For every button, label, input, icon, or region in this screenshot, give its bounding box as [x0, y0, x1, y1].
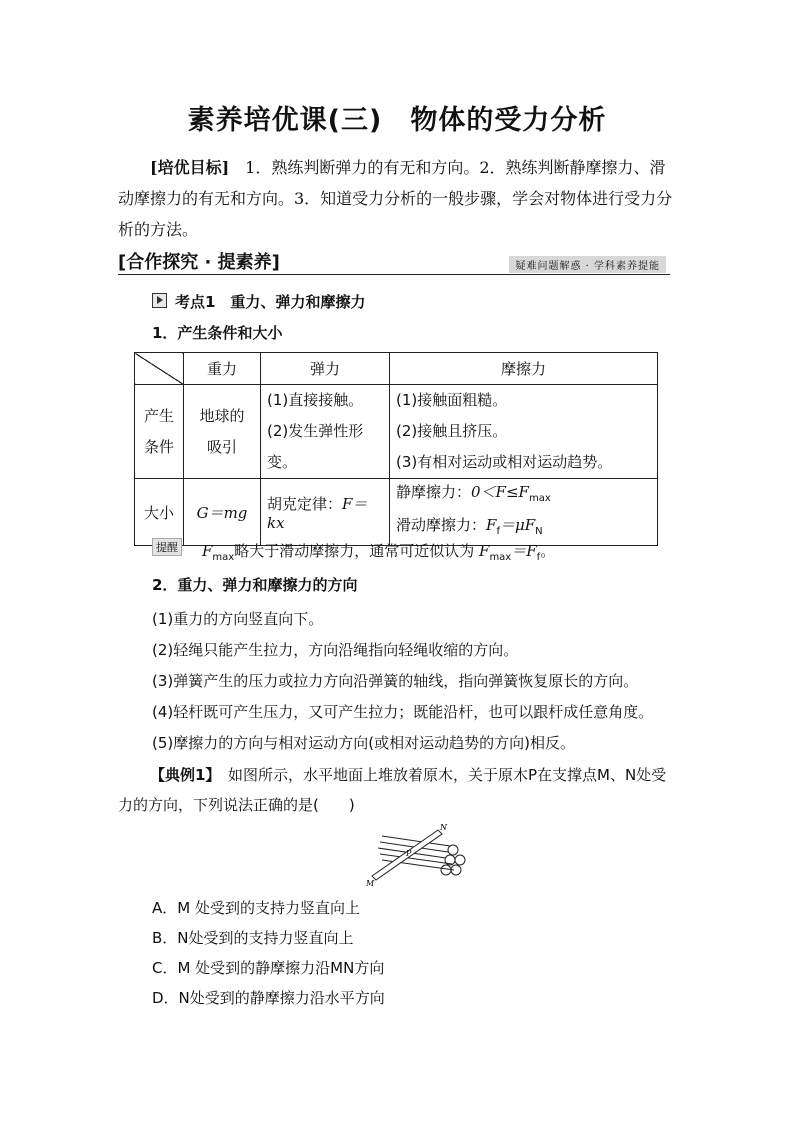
row-label-line: 产生 — [143, 406, 174, 425]
friction-size — [390, 479, 658, 546]
section-title: [合作探究 · 提素养] — [118, 252, 280, 273]
section-tag: 疑难问题解惑 · 学科素养提能 — [509, 256, 666, 273]
option-d[interactable]: D．N处受到的静摩擦力沿水平方向 — [152, 989, 385, 1007]
direction-list — [152, 604, 653, 759]
row-label-size: 大小 — [135, 479, 184, 546]
static-sub: max — [528, 493, 551, 504]
direction-item: (1)重力的方向竖直向下。 — [152, 610, 324, 628]
table-corner — [135, 353, 184, 385]
hooke-formula: F＝kx — [267, 494, 368, 532]
static-formula: 0＜F≤F — [471, 483, 529, 501]
header-gravity: 重力 — [184, 353, 261, 385]
header-elastic: 弹力 — [261, 353, 390, 385]
elastic-condition — [261, 385, 390, 479]
cell-line: (1)直接接触。 — [267, 391, 364, 409]
option-b[interactable]: B．N处受到的支持力竖直向上 — [152, 929, 354, 947]
note-sub-f: f — [536, 552, 541, 563]
row-label-line: 条件 — [143, 437, 174, 456]
log-pile-figure — [360, 820, 470, 888]
note-end: 。 — [540, 542, 556, 560]
answer-options — [152, 893, 385, 1013]
friction-condition — [390, 385, 658, 479]
cell-line: (2)接触且挤压。 — [396, 422, 508, 440]
option-a[interactable]: A．M 处受到的支持力竖直向上 — [152, 899, 360, 917]
gravity-size — [184, 479, 261, 546]
force-table — [134, 352, 658, 546]
option-c[interactable]: C．M 处受到的静摩擦力沿MN方向 — [152, 959, 385, 977]
title-left: 素养培优课(三) — [187, 105, 383, 136]
log-end — [448, 845, 458, 855]
subheading-2: 2．重力、弹力和摩擦力的方向 — [152, 576, 358, 594]
gravity-formula: G＝mg — [196, 503, 248, 522]
label-p: P — [406, 849, 412, 858]
note-f2: F — [479, 542, 490, 560]
direction-item: (2)轻绳只能产生拉力，方向沿绳指向轻绳收缩的方向。 — [152, 641, 519, 659]
label-n: N — [440, 823, 447, 832]
direction-item: (3)弹簧产生的压力或拉力方向沿弹簧的轴线，指向弹簧恢复原长的方向。 — [152, 672, 639, 690]
point-heading — [152, 291, 365, 312]
elastic-size — [261, 479, 390, 546]
objectives-label: [培优目标] — [150, 158, 230, 177]
log-end — [455, 855, 465, 865]
sliding-mid: ＝μF — [499, 516, 536, 534]
header-friction: 摩擦力 — [390, 353, 658, 385]
direction-item: (5)摩擦力的方向与相对运动方向(或相对运动趋势的方向)相反。 — [152, 734, 575, 752]
sliding-f: F — [486, 516, 497, 534]
example-label: 【典例1】 — [150, 766, 213, 784]
direction-item: (4)轻杆既可产生压力，又可产生拉力；既能沿杆，也可以跟杆成任意角度。 — [152, 703, 654, 721]
reminder-note — [152, 540, 672, 563]
objectives-text: 1．熟练判断弹力的有无和方向。2．熟练判断静摩擦力、滑动摩擦力的有无和方向。3．知道受力分析的一般步骤，学会对物体进行受力分析的方法。 — [118, 158, 673, 239]
cell-line: (2)发生弹性形变。 — [267, 422, 364, 471]
note-max2: max — [489, 552, 512, 563]
static-friction-line — [396, 479, 651, 512]
cell-line: 地球的 — [199, 406, 245, 425]
example-text: 如图所示，水平地面上堆放着原木，关于原木P在支撑点M、N处受力的方向，下列说法正确的是( ) — [118, 766, 667, 814]
example-question — [118, 760, 680, 820]
cell-line: (3)有相对运动或相对运动趋势。 — [396, 453, 613, 471]
note-text: 略大于滑动摩擦力，通常可近似认为 — [234, 542, 475, 560]
subheading-1: 1．产生条件和大小 — [152, 324, 283, 342]
page-title — [0, 98, 794, 137]
row-label-condition — [135, 385, 184, 479]
sliding-sub-n: N — [535, 526, 543, 537]
log-end — [441, 865, 451, 875]
point-heading-text: 考点1 重力、弹力和摩擦力 — [175, 293, 366, 311]
hooke-label: 胡克定律： — [267, 494, 343, 513]
cell-line: (1)接触面粗糙。 — [396, 391, 508, 409]
title-right: 物体的受力分析 — [410, 105, 607, 136]
play-icon — [152, 293, 167, 308]
learning-objectives — [118, 152, 678, 245]
sliding-sub-f: f — [496, 526, 500, 537]
reminder-badge: 提醒 — [152, 538, 182, 556]
gravity-condition — [184, 385, 261, 479]
note-f: F — [202, 542, 213, 560]
cell-line: 吸引 — [206, 437, 237, 456]
section-header — [118, 248, 670, 275]
note-eq: ＝F — [511, 542, 537, 560]
label-m: M — [366, 879, 375, 888]
log-pile — [372, 830, 465, 880]
log-line — [382, 836, 450, 846]
static-label: 静摩擦力： — [396, 483, 472, 501]
sliding-label: 滑动摩擦力： — [396, 516, 487, 534]
note-max: max — [212, 552, 235, 563]
